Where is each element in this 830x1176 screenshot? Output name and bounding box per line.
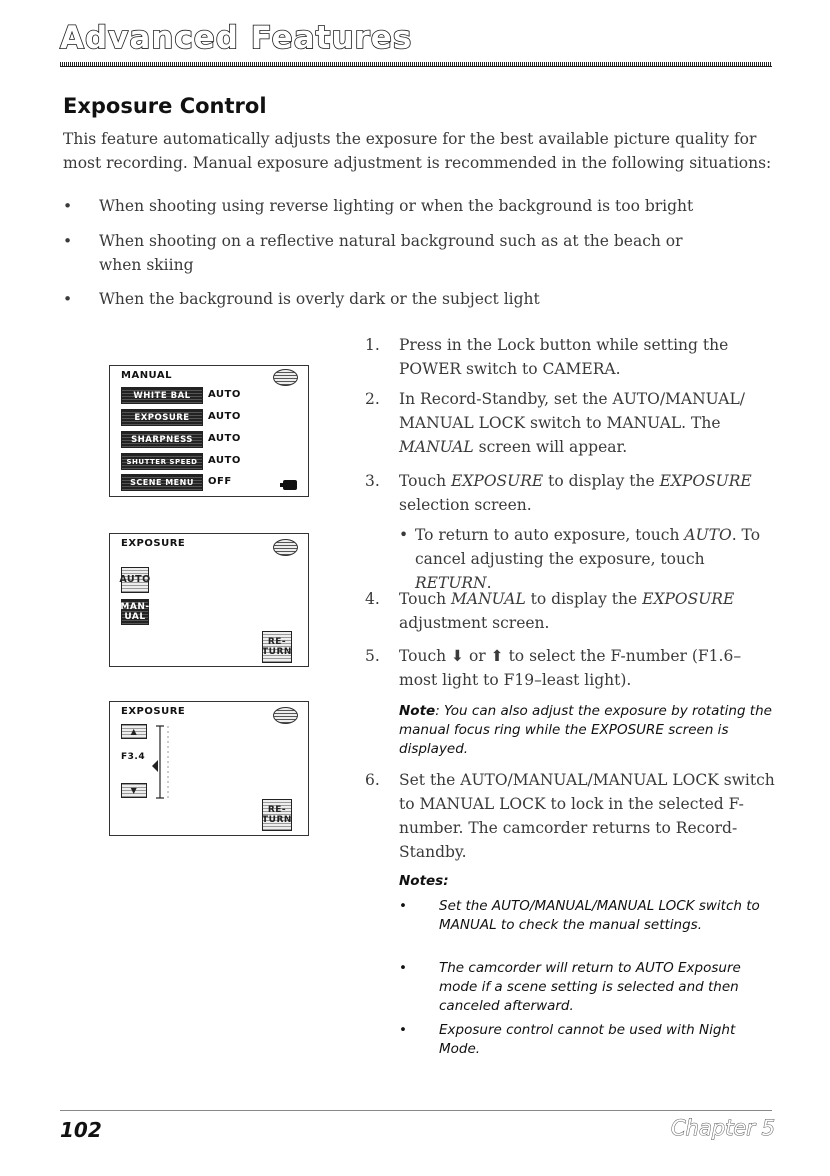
menu-icon[interactable] <box>273 707 298 724</box>
header-rule <box>60 62 772 67</box>
step-3-subnote: • To return to auto exposure, touch AUTO. To cancel adjusting the exposure, touch RETURN. <box>399 526 761 592</box>
step-1: 1. Press in the Lock button while setting the POWER switch to CAMERA. <box>365 336 729 378</box>
notes-item: • The camcorder will return to AUTO Exposure mode if a scene setting is selected and then canceled afterward. <box>399 960 741 1014</box>
battery-icon <box>283 480 297 490</box>
sharpness-button[interactable]: SHARPNESS <box>121 431 203 448</box>
scene-menu-button[interactable]: SCENE MENU <box>121 474 203 491</box>
manual-screen-title: MANUAL <box>121 370 172 381</box>
bullet-dot: • <box>63 232 73 250</box>
bullet-item: • When shooting on a reflective natural background such as at the beach or when skiing <box>63 229 743 277</box>
bullet-dot: • <box>63 197 73 215</box>
up-arrow-icon: ⬆ <box>490 647 504 665</box>
bullet-item: • When the background is overly dark or the subject light <box>63 287 743 311</box>
shutter-speed-button[interactable]: SHUTTER SPEED <box>121 453 203 470</box>
step-4: 4. Touch MANUAL to display the EXPOSURE adjustment screen. <box>365 590 735 632</box>
notes-item: • Set the AUTO/MANUAL/MANUAL LOCK switch to MANUAL to check the manual settings. <box>399 898 760 933</box>
step-2: 2. In Record-Standby, set the AUTO/MANUAL/ MANUAL LOCK switch to MANUAL. The MANUAL screen will appear. <box>365 390 745 456</box>
intro-paragraph: This feature automatically adjusts the exposure for the best available picture quality for most recording. Manual exposure adjustment is recommended in the following situations: <box>63 130 772 172</box>
bullet-item: • When shooting using reverse lighting or when the background is too bright <box>63 194 743 218</box>
exposure-adjust-title: EXPOSURE <box>121 706 186 717</box>
note: Note: You can also adjust the exposure by rotating the manual focus ring while the EXPOSURE screen is displayed. <box>399 703 772 757</box>
notes-label: Notes: <box>399 873 449 889</box>
down-arrow-icon: ▼ <box>130 785 138 795</box>
bullet-dot: • <box>63 290 73 308</box>
chapter-label: Chapter 5 <box>671 1116 775 1140</box>
notes-item: • Exposure control cannot be used with Night Mode. <box>399 1022 736 1057</box>
menu-icon[interactable] <box>273 539 298 556</box>
manual-screen: MANUAL WHITE BAL AUTO EXPOSURE AUTO SHARPNESS AUTO SHUTTER SPEED AUTO SCENE MENU OFF <box>109 365 309 497</box>
footer-rule <box>60 1110 772 1111</box>
return-button[interactable]: RE- TURN <box>262 799 292 831</box>
exposure-select-screen <box>109 533 309 667</box>
exposure-adjust-screen <box>109 701 309 836</box>
step-6: 6. Set the AUTO/MANUAL/MANUAL LOCK switch to MANUAL LOCK to lock in the selected F-number. The camcorder returns to Record-Standby. <box>365 771 775 861</box>
step-5: 5. Touch ⬇ or ⬆ to select the F-number (F1.6–most light to F19–least light). <box>365 647 742 689</box>
exposure-button[interactable]: EXPOSURE <box>121 409 203 426</box>
fnumber-readout: F3.4 <box>121 752 146 762</box>
white-bal-button[interactable]: WHITE BAL <box>121 387 203 404</box>
auto-button[interactable]: AUTO <box>121 567 149 593</box>
section-title: Exposure Control <box>63 94 267 118</box>
exposure-select-title: EXPOSURE <box>121 538 186 549</box>
menu-icon[interactable] <box>273 369 298 386</box>
up-arrow-button[interactable] <box>121 724 147 739</box>
down-arrow-icon: ⬇ <box>451 647 465 665</box>
step-3: 3. Touch EXPOSURE to display the EXPOSURE selection screen. <box>365 472 752 514</box>
return-button[interactable]: RE- TURN <box>262 631 292 663</box>
header-title: Advanced Features <box>60 20 413 56</box>
page-number: 102 <box>60 1118 102 1142</box>
manual-button[interactable]: MAN- UAL <box>121 599 149 625</box>
down-arrow-button[interactable] <box>121 783 147 798</box>
exposure-scale <box>148 722 178 802</box>
up-arrow-icon: ▲ <box>130 726 138 736</box>
